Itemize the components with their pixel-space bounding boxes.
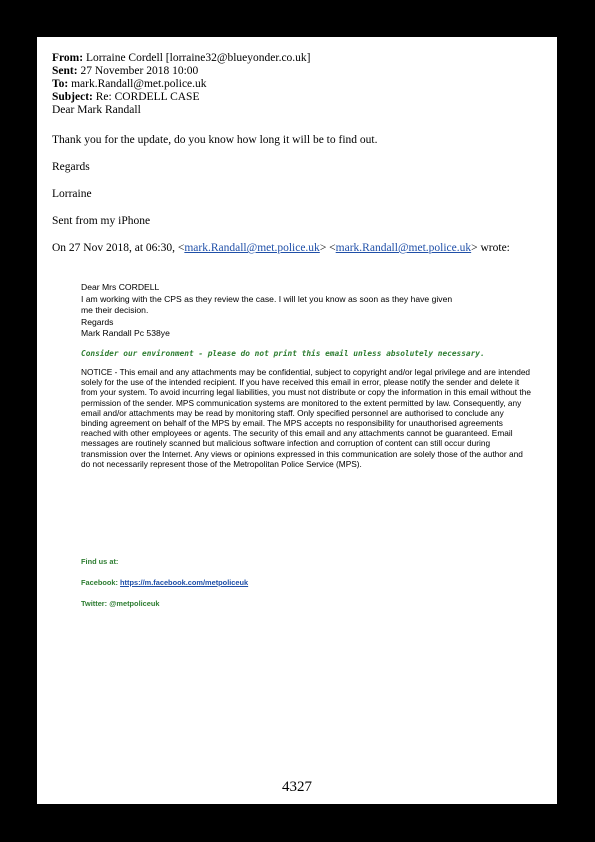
email-header — [52, 52, 311, 117]
twitter-line: Twitter: @metpoliceuk — [81, 599, 160, 608]
quoted-line-1: I am working with the CPS as they review the case. I will let you know as soon as they have given — [81, 293, 453, 304]
reply-regards: Regards — [52, 161, 90, 173]
sent-value: 27 November 2018 10:00 — [80, 65, 199, 77]
quoted-line-2: me their decision. — [81, 305, 149, 316]
reply-signature: Sent from my iPhone — [52, 215, 151, 227]
quoted-regards: Regards — [81, 316, 114, 327]
quote-email-link-1[interactable]: mark.Randall@met.police.uk — [184, 242, 320, 254]
quote-intro-line — [52, 242, 510, 255]
facebook-line — [81, 578, 248, 587]
to-label: To: — [52, 78, 69, 90]
quoted-sender: Mark Randall Pc 538ye — [81, 328, 170, 339]
from-value: Lorraine Cordell [lorraine32@blueyonder.co.uk] — [85, 52, 311, 64]
subject-label: Subject: — [52, 91, 93, 103]
reply-body: Thank you for the update, do you know how long it will be to find out. — [52, 134, 378, 146]
quote-intro: On 27 Nov 2018, at 06:30, < — [52, 242, 185, 254]
subject-value: Re: CORDELL CASE — [95, 91, 200, 103]
facebook-link[interactable]: https://m.facebook.com/metpoliceuk — [120, 578, 249, 587]
environment-notice: Consider our environment - please do not print this email unless absolutely necessary. — [81, 348, 485, 358]
legal-notice: NOTICE - This email and any attachments may be confidential, subject to copyright and/or legal privilege and are intended solely for the use of the intended recipient. If you have received this email in error, please notify the sender and delete it from your system. To avoid incurring legal liabilities, you must not distribute or copy the information in this email without the permission of the sender. MPS communication systems are monitored to the extent permitted by law. Consequently, any email and/or attachments may be read by monitoring staff. Only specified personnel are authorised to conclude any binding agreement on behalf of the MPS by email. The MPS accepts no responsibility for unauthorised agreements reached with other employees or agents. The security of this email and any attachments cannot be guaranteed. Email messages are routinely scanned but malicious software infection and corruption of content can still occur during transmission over the Internet. Any views or opinions expressed in this communication are solely those of the author and do not necessarily represent those of the Metropolitan Police Service (MPS). — [81, 366, 531, 469]
quote-end: > wrote: — [471, 242, 510, 254]
reply-name: Lorraine — [52, 188, 92, 200]
document-page — [37, 37, 557, 804]
quote-mid: > < — [319, 242, 336, 254]
find-us-label: Find us at: — [81, 557, 119, 566]
sent-label: Sent: — [52, 65, 78, 77]
quoted-message — [81, 282, 531, 469]
facebook-label: Facebook: — [81, 578, 121, 587]
quote-email-link-2[interactable]: mark.Randall@met.police.uk — [335, 242, 472, 254]
greeting: Dear Mark Randall — [52, 104, 141, 116]
from-label: From: — [52, 52, 84, 64]
to-value: mark.Randall@met.police.uk — [71, 78, 207, 90]
page-number: 4327 — [282, 779, 312, 795]
quoted-greeting: Dear Mrs CORDELL — [81, 282, 160, 292]
